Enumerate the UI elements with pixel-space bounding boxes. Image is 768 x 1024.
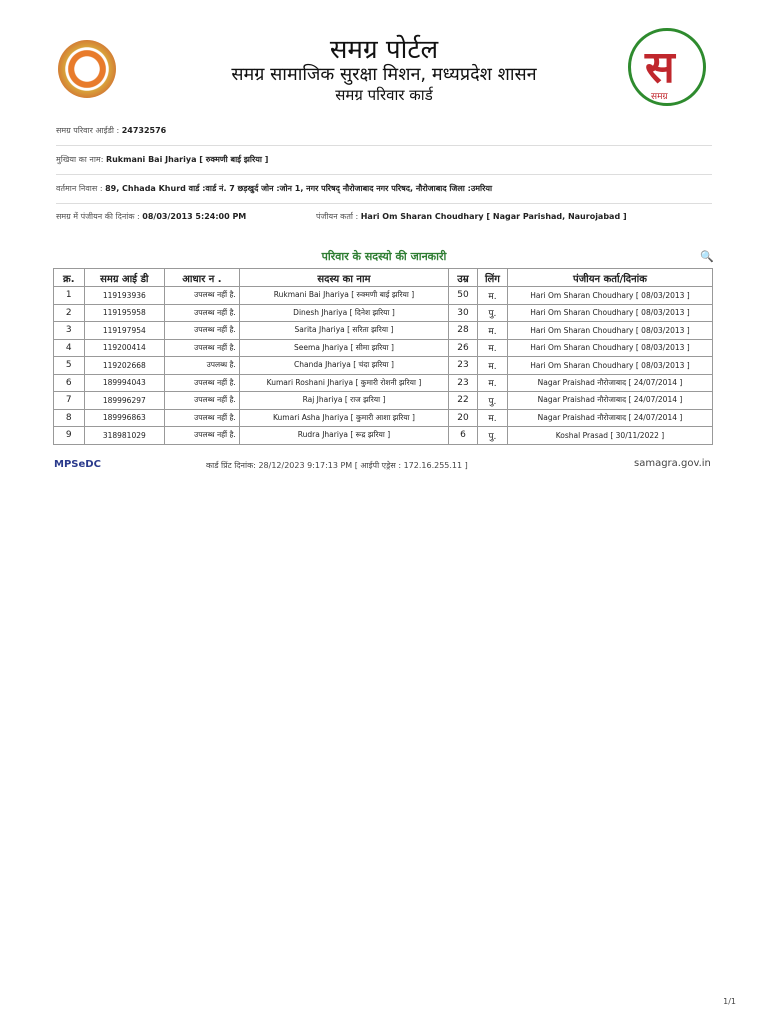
table-row [54, 287, 713, 305]
members-table [53, 268, 713, 445]
table-row [54, 427, 713, 445]
table-row [54, 357, 713, 375]
column-header: समग्र आई डी [84, 269, 164, 287]
table-cell: 23 [449, 357, 478, 375]
table-cell: 22 [449, 392, 478, 410]
table-cell: 189996863 [84, 409, 164, 427]
table-cell: पु. [477, 427, 507, 445]
table-cell: 8 [54, 409, 85, 427]
table-cell: 20 [449, 409, 478, 427]
registration-row: समग्र में पंजीयन की दिनांक : 08/03/2013 5:24:00 PM पंजीयन कर्ता : Hari Om Sharan Choudhary [ Nagar Parishad, Naurojabad ] [56, 212, 627, 221]
table-cell: Hari Om Sharan Choudhary [ 08/03/2013 ] [507, 339, 712, 357]
table-cell: 23 [449, 374, 478, 392]
address-row: वर्तमान निवास : 89, Chhada Khurd वार्ड :वार्ड नं. 7 छड़खुर्द जोन :जोन 1, नगर परिषद् नौरोजाबाद नगर परिषद, नौरोजाबाद जिला :उमरिया [56, 175, 712, 204]
mpsedc-logo: MPSeDC [54, 459, 101, 470]
table-cell: Hari Om Sharan Choudhary [ 08/03/2013 ] [507, 304, 712, 322]
table-cell: म. [477, 339, 507, 357]
table-cell: Seema Jhariya [ सीमा झरिया ] [239, 339, 448, 357]
table-cell: 7 [54, 392, 85, 410]
table-cell: 26 [449, 339, 478, 357]
search-icon[interactable]: 🔍 [700, 250, 714, 263]
table-cell: उपलब्ध नहीं है. [165, 427, 240, 445]
table-cell: Rudra Jhariya [ रूद्र झरिया ] [239, 427, 448, 445]
table-row [54, 392, 713, 410]
table-cell: 9 [54, 427, 85, 445]
column-header: आधार न . [165, 269, 240, 287]
table-cell: उपलब्ध है. [165, 357, 240, 375]
table-cell: Sarita Jhariya [ सरिता झरिया ] [239, 322, 448, 340]
portal-title: समग्र पोर्टल [329, 35, 439, 65]
table-cell: 189996297 [84, 392, 164, 410]
table-cell: 6 [54, 374, 85, 392]
table-cell: म. [477, 409, 507, 427]
table-row [54, 374, 713, 392]
table-cell: उपलब्ध नहीं है. [165, 409, 240, 427]
table-cell: 5 [54, 357, 85, 375]
column-header: सदस्य का नाम [239, 269, 448, 287]
table-cell: म. [477, 374, 507, 392]
table-row [54, 409, 713, 427]
table-row [54, 304, 713, 322]
table-cell: म. [477, 357, 507, 375]
table-cell: Hari Om Sharan Choudhary [ 08/03/2013 ] [507, 287, 712, 305]
table-cell: 119193936 [84, 287, 164, 305]
table-cell: 318981029 [84, 427, 164, 445]
table-cell: Raj Jhariya [ राज झरिया ] [239, 392, 448, 410]
table-cell: म. [477, 322, 507, 340]
card-title: समग्र परिवार कार्ड [335, 86, 433, 104]
table-cell: 50 [449, 287, 478, 305]
table-cell: उपलब्ध नहीं है. [165, 322, 240, 340]
table-cell: उपलब्ध नहीं है. [165, 339, 240, 357]
section-title: परिवार के सदस्यो की जानकारी [321, 250, 447, 263]
mission-subtitle: समग्र सामाजिक सुरक्षा मिशन, मध्यप्रदेश शासन [231, 64, 537, 85]
table-cell: Kumari Roshani Jhariya [ कुमारी रोशनी झरिया ] [239, 374, 448, 392]
table-cell: 119200414 [84, 339, 164, 357]
table-cell: Koshal Prasad [ 30/11/2022 ] [507, 427, 712, 445]
table-cell: उपलब्ध नहीं है. [165, 374, 240, 392]
table-row [54, 339, 713, 357]
table-cell: 3 [54, 322, 85, 340]
site-url[interactable]: samagra.gov.in [634, 458, 711, 469]
table-cell: Rukmani Bai Jhariya [ रुक्मणी बाई झरिया ] [239, 287, 448, 305]
table-cell: 30 [449, 304, 478, 322]
table-cell: म. [477, 287, 507, 305]
table-cell: Nagar Praishad नौरोजाबाद [ 24/07/2014 ] [507, 392, 712, 410]
table-cell: 4 [54, 339, 85, 357]
table-cell: उपलब्ध नहीं है. [165, 287, 240, 305]
table-cell: 119197954 [84, 322, 164, 340]
table-cell: Nagar Praishad नौरोजाबाद [ 24/07/2014 ] [507, 409, 712, 427]
table-cell: उपलब्ध नहीं है. [165, 392, 240, 410]
column-header: उम्र [449, 269, 478, 287]
table-cell: 1 [54, 287, 85, 305]
table-cell: Chanda Jhariya [ चंदा झरिया ] [239, 357, 448, 375]
samagra-logo: स समग्र [628, 28, 706, 106]
table-cell: 189994043 [84, 374, 164, 392]
table-cell: 6 [449, 427, 478, 445]
column-header: पंजीयन कर्ता/दिनांक [507, 269, 712, 287]
table-cell: उपलब्ध नहीं है. [165, 304, 240, 322]
table-row [54, 322, 713, 340]
table-cell: पु. [477, 304, 507, 322]
family-id-row: समग्र परिवार आईडी : 24732576 [56, 117, 712, 146]
table-cell: Hari Om Sharan Choudhary [ 08/03/2013 ] [507, 322, 712, 340]
column-header: लिंग [477, 269, 507, 287]
print-info: कार्ड प्रिंट दिनांक: 28/12/2023 9:17:13 PM [ आईपी एड्रेस : 172.16.255.11 ] [206, 461, 468, 470]
table-cell: 2 [54, 304, 85, 322]
head-row: मुखिया का नाम: Rukmani Bai Jhariya [ रुक्मणी बाई झरिया ] [56, 146, 712, 175]
table-cell: 119195958 [84, 304, 164, 322]
table-cell: Hari Om Sharan Choudhary [ 08/03/2013 ] [507, 357, 712, 375]
table-cell: पु. [477, 392, 507, 410]
column-header: क्र. [54, 269, 85, 287]
table-cell: Nagar Praishad नौरोजाबाद [ 24/07/2014 ] [507, 374, 712, 392]
table-cell: Dinesh Jhariya [ दिनेश झरिया ] [239, 304, 448, 322]
table-cell: 119202668 [84, 357, 164, 375]
table-cell: Kumari Asha Jhariya [ कुमारी आशा झरिया ] [239, 409, 448, 427]
table-cell: 28 [449, 322, 478, 340]
page-number: 1/1 [723, 997, 736, 1006]
